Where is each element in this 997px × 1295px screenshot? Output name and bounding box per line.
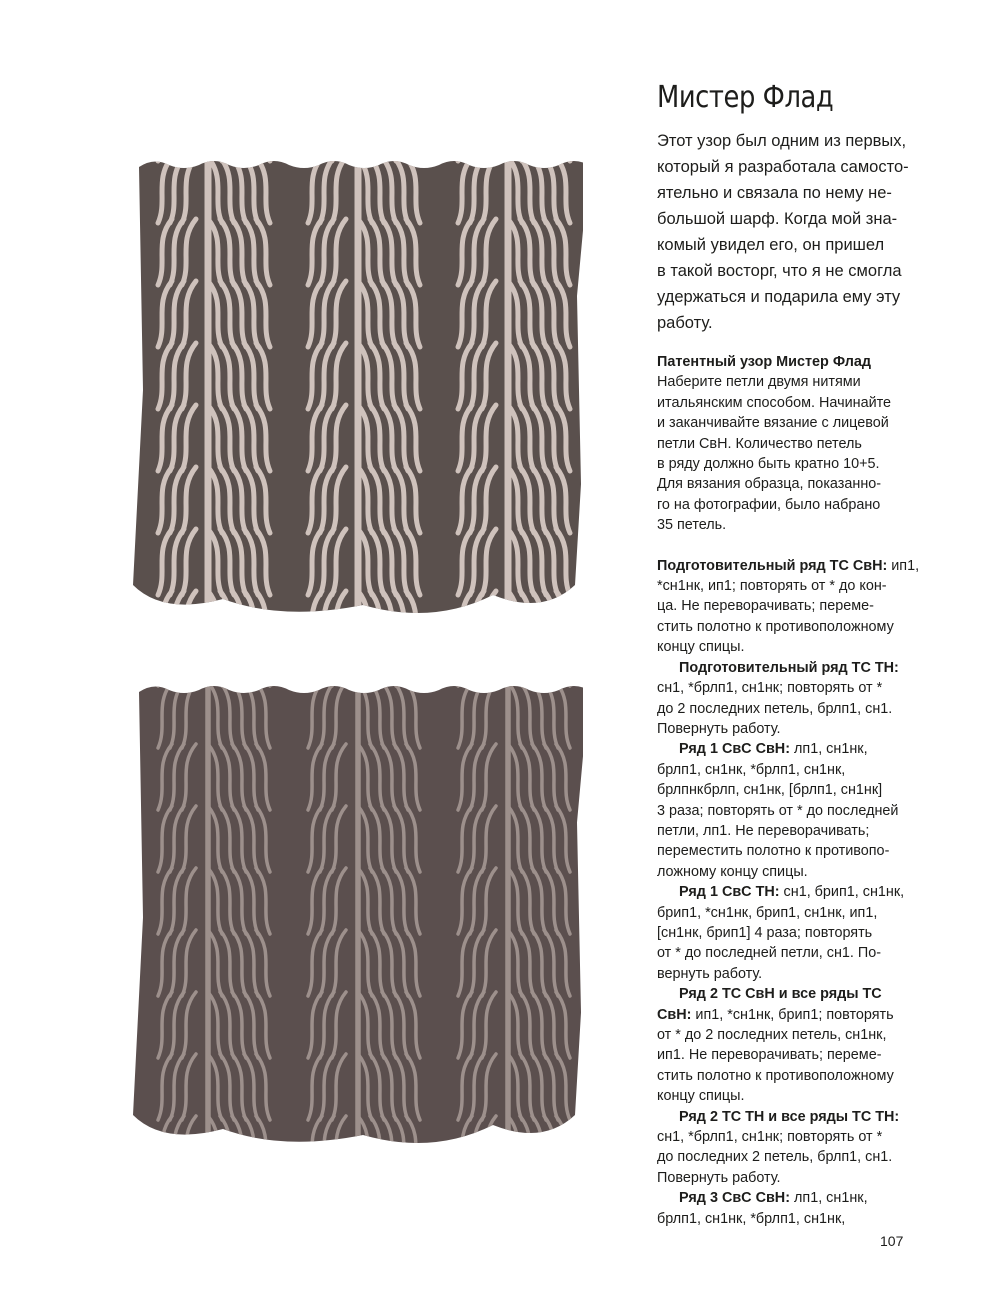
rib-stitch bbox=[532, 680, 546, 686]
rib-stitch bbox=[182, 680, 196, 686]
step-text: лп1, сн1нк, bbox=[790, 741, 868, 758]
step-line: концу спицы. bbox=[657, 1088, 745, 1105]
rib-stitch bbox=[508, 155, 522, 161]
step-line: 3 раза; повторять от * до последней bbox=[657, 802, 899, 819]
pattern-line: и заканчивайте вязание с лицевой bbox=[657, 415, 889, 432]
rib-stitch bbox=[158, 680, 172, 686]
rib-stitch bbox=[256, 680, 270, 686]
rib-stitch bbox=[232, 680, 246, 686]
intro-line: Этот узор был одним из первых, bbox=[657, 132, 907, 150]
step-line: стить полотно к противоположному bbox=[657, 618, 894, 635]
rib-stitch bbox=[370, 680, 384, 686]
step-line: от * до 2 последних петель, сн1нк, bbox=[657, 1027, 887, 1043]
rib-stitch bbox=[308, 155, 322, 161]
step-label-row3: Ряд 3 СвС СвН: bbox=[679, 1190, 790, 1207]
rib-stitch bbox=[394, 155, 408, 161]
step-line: [сн1нк, брип1] 4 раза; повторять bbox=[657, 924, 873, 941]
step-line: Повернуть работу. bbox=[657, 1169, 781, 1186]
step-line: ип1. Не переворачивать; переме- bbox=[657, 1047, 882, 1064]
step-text: ип1, *сн1нк, брип1; повторять bbox=[691, 1006, 894, 1023]
rib-stitch bbox=[208, 155, 222, 161]
step-line: сн1, *брлп1, сн1нк; повторять от * bbox=[657, 680, 883, 697]
rib-stitch bbox=[382, 155, 396, 161]
rib-stitch bbox=[508, 680, 522, 686]
step-label-row1a: Ряд 1 СвС СвН: bbox=[679, 741, 790, 758]
step-text: лп1, сн1нк, bbox=[790, 1190, 868, 1207]
intro-line: ятельно и связала по нему не- bbox=[657, 184, 892, 202]
knit-swatch-bottom-image bbox=[133, 680, 583, 1155]
step-line: переместить полотно к противопо- bbox=[657, 843, 890, 860]
rib-stitch bbox=[182, 155, 196, 161]
rib-stitch bbox=[370, 155, 384, 161]
rib-stitch bbox=[256, 155, 270, 161]
rib-stitch bbox=[458, 155, 472, 161]
pattern-line: го на фотографии, было набрано bbox=[657, 496, 881, 513]
text-column bbox=[657, 76, 920, 1229]
rib-stitch bbox=[406, 680, 420, 686]
rib-stitch bbox=[244, 680, 258, 686]
step-line: Повернуть работу. bbox=[657, 720, 781, 737]
step-line: от * до последней петли, сн1. По- bbox=[657, 945, 882, 962]
step-line: концу спицы. bbox=[657, 639, 745, 656]
step-line: *сн1нк, ип1; повторять от * до кон- bbox=[657, 578, 887, 595]
rib-stitch bbox=[520, 155, 534, 161]
rib-stitch bbox=[532, 155, 546, 161]
pattern-line: Для вязания образца, показанно- bbox=[657, 476, 882, 493]
rib-stitch bbox=[520, 680, 534, 686]
pattern-line: итальянским способом. Начинайте bbox=[657, 394, 892, 411]
rib-stitch bbox=[320, 155, 334, 161]
step-label-row2a-cont: СвН: bbox=[657, 1006, 692, 1023]
rib-stitch bbox=[332, 155, 346, 161]
rib-stitch bbox=[170, 155, 184, 161]
intro-line: большой шарф. Когда мой зна- bbox=[657, 210, 898, 228]
page-number: 107 bbox=[880, 1233, 904, 1249]
rib-stitch bbox=[170, 680, 184, 686]
rib-stitch bbox=[556, 155, 570, 161]
page-title: Мистер Флад bbox=[657, 80, 834, 115]
pattern-line: в ряду должно быть кратно 10+5. bbox=[657, 456, 880, 473]
step-line: брип1, *сн1нк, брип1, сн1нк, ип1, bbox=[657, 904, 878, 921]
intro-line: который я разработала самосто- bbox=[657, 158, 909, 176]
step-line: до последних 2 петель, брлп1, сн1. bbox=[657, 1149, 893, 1166]
step-line: вернуть работу. bbox=[657, 965, 763, 982]
rib-stitch bbox=[382, 680, 396, 686]
rib-stitch bbox=[358, 680, 372, 686]
intro-line: работу. bbox=[657, 314, 713, 332]
step-line: брлп1, сн1нк, *брлп1, сн1нк, bbox=[657, 1210, 846, 1227]
rib-stitch bbox=[470, 680, 484, 686]
rib-stitch bbox=[158, 155, 172, 161]
pattern-line: 35 петель. bbox=[657, 517, 727, 534]
step-label-row1b: Ряд 1 СвС ТН: bbox=[679, 884, 780, 901]
rib-stitch bbox=[406, 155, 420, 161]
step-line: сн1, *брлп1, сн1нк; повторять от * bbox=[657, 1129, 883, 1146]
step-label-prep2: Подготовительный ряд ТС ТН: bbox=[679, 659, 899, 676]
rib-stitch bbox=[544, 155, 558, 161]
rib-stitch bbox=[358, 155, 372, 161]
step-line: стить полотно к противоположному bbox=[657, 1067, 894, 1084]
rib-stitch bbox=[220, 155, 234, 161]
row-instructions bbox=[657, 556, 920, 1229]
step-line: ца. Не переворачивать; переме- bbox=[657, 598, 874, 615]
step-label-prep1: Подготовительный ряд ТС СвН: bbox=[657, 557, 888, 574]
pattern-line: Наберите петли двумя нитями bbox=[657, 374, 861, 391]
step-line: ложному концу спицы. bbox=[657, 863, 808, 880]
rib-stitch bbox=[232, 155, 246, 161]
rib-stitch bbox=[332, 680, 346, 686]
intro-line: комый увидел его, он пришел bbox=[657, 236, 885, 254]
rib-stitch bbox=[482, 155, 496, 161]
rib-stitch bbox=[394, 680, 408, 686]
rib-stitch bbox=[208, 680, 222, 686]
step-label-row2b: Ряд 2 ТС ТН и все ряды ТС ТН: bbox=[679, 1108, 900, 1125]
rib-stitch bbox=[220, 680, 234, 686]
intro-paragraph bbox=[657, 128, 917, 336]
step-label-row2a: Ряд 2 ТС СвН и все ряды ТС bbox=[679, 986, 882, 1003]
rib-stitch bbox=[458, 680, 472, 686]
rib-stitch bbox=[244, 155, 258, 161]
rib-stitch bbox=[482, 680, 496, 686]
step-line: петли, лп1. Не переворачивать; bbox=[657, 822, 870, 839]
pattern-line: петли СвН. Количество петель bbox=[657, 435, 862, 452]
intro-line: в такой восторг, что я не смогла bbox=[657, 262, 902, 280]
step-line: брлпнкбрлп, сн1нк, [брлп1, сн1нк] bbox=[657, 782, 883, 799]
pattern-heading: Патентный узор Мистер Флад bbox=[657, 354, 872, 370]
intro-line: удержаться и подарила ему эту bbox=[657, 288, 901, 306]
knit-swatch-top-image bbox=[133, 155, 583, 625]
rib-stitch bbox=[556, 591, 570, 625]
rib-stitch bbox=[308, 680, 322, 686]
rib-stitch bbox=[320, 680, 334, 686]
step-line: до 2 последних петель, брлп1, сн1. bbox=[657, 700, 893, 717]
step-text: сн1, брип1, сн1нк, bbox=[779, 884, 905, 901]
step-text: ип1, bbox=[887, 557, 920, 574]
rib-stitch bbox=[544, 680, 558, 686]
step-line: брлп1, сн1нк, *брлп1, сн1нк, bbox=[657, 761, 846, 778]
rib-stitch bbox=[470, 155, 484, 161]
rib-stitch bbox=[556, 680, 570, 686]
pattern-description bbox=[657, 352, 917, 536]
